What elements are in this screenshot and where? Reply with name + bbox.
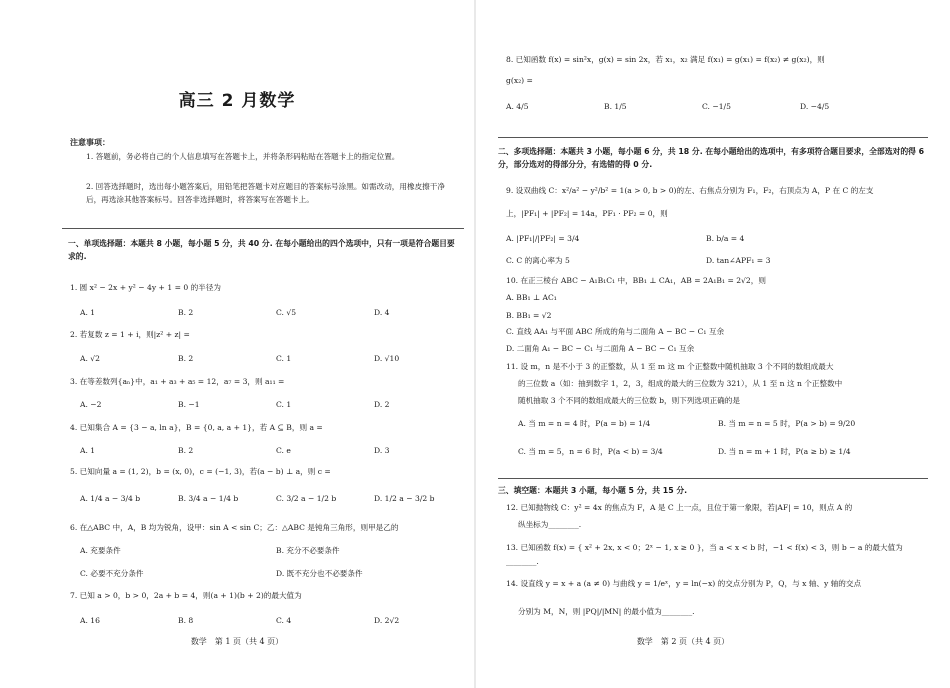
option-d: D. 3 [374,446,390,455]
question-11-options-row-2 [518,445,918,458]
question-12-cont: 纵坐标为________. [518,520,582,529]
question-11-options-row-1 [518,417,918,430]
option-d: D. tan∠APF₁ = 3 [706,256,771,265]
option-a: A. 充要条件 [80,546,121,555]
notes-title: 注意事项： [70,138,110,147]
question-1-options [80,306,472,319]
question-14: 14. 设直线 y = x + a (a ≠ 0) 与曲线 y = 1/eˣ，y = ln(−x) 的交点分别为 P，Q，与 x 轴、y 轴的交点 [506,579,862,588]
option-b: B. b/a = 4 [706,234,745,243]
question-5-options [80,492,472,505]
divider [498,478,928,479]
question-10-option-b: B. BB₁ = √2 [506,311,552,320]
option-a: A. 当 m = n = 4 时，P(a = b) = 1/4 [518,419,651,428]
option-a: A. 1 [80,446,96,455]
option-c: C. C 的离心率为 5 [506,256,570,265]
page-1 [0,0,474,688]
question-11-cont-1: 的三位数 a（如：抽到数字 1，2，3，组成的最大的三位数为 321），从 1 至 n 这 n 个正整数中 [518,379,843,388]
option-c: C. −1/5 [702,102,731,111]
option-d: D. 2 [374,400,390,409]
section-3-heading: 三、填空题：本题共 3 小题，每小题 5 分，共 15 分. [498,486,688,495]
question-14-cont: 分别为 M，N，则 |PQ|/|MN| 的最小值为________. [518,607,695,616]
option-c: C. 必要不充分条件 [80,569,144,578]
option-b: B. 2 [178,354,194,363]
option-c: C. e [276,446,291,455]
question-8: 8. 已知函数 f(x) = sin²x，g(x) = sin 2x，若 x₁，x₂ 满足 f(x₁) = g(x₁) = f(x₂) ≠ g(x₂)，则 [506,55,825,64]
option-a: A. |PF₁|/|PF₂| = 3/4 [506,234,580,243]
option-d: D. −4/5 [800,102,830,111]
note-1: 1. 答题前，务必将自己的个人信息填写在答题卡上，并将条形码粘贴在答题卡上的指定位置。 [86,152,400,161]
question-6-options-row-1 [80,544,472,557]
option-d: D. 2√2 [374,616,400,625]
question-11-cont-2: 随机抽取 3 个不同的数组成最大的三位数 b，则下列选项正确的是 [518,396,740,405]
option-c: C. 4 [276,616,292,625]
option-c: C. 当 m = 5，n = 6 时，P(a < b) = 3/4 [518,447,663,456]
question-10-option-a: A. BB₁ ⊥ AC₁ [506,293,557,302]
question-1: 1. 圆 x² − 2x + y² − 4y + 1 = 0 的半径为 [70,283,221,292]
option-a: A. −2 [80,400,102,409]
question-10-option-d: D. 二面角 A₁ − BC − C₁ 与二面角 A − BC − C₁ 互余 [506,344,695,353]
question-5: 5. 已知向量 a = (1, 2)，b = (x, 0)，c = (−1, 3)，若(a − b) ⊥ a，则 c = [70,467,331,476]
divider [498,137,928,138]
note-2: 2. 回答选择题时，选出每小题答案后，用铅笔把答题卡对应题目的答案标号涂黑。如需改动，用橡皮擦干净后，再选涂其他答案标号。回答非选择题时，将答案写在答题卡上。 [86,182,445,204]
option-c: C. 1 [276,400,292,409]
question-6-options-row-2 [80,567,472,580]
question-13: 13. 已知函数 f(x) = { x² + 2x, x < 0；2ˣ − 1, x ≥ 0 }，当 a < x < b 时，−1 < f(x) < 3，则 b − a 的最大值为________. [506,543,903,566]
question-7-options [80,614,472,627]
option-a: A. 1/4 a − 3/4 b [80,494,141,503]
question-2: 2. 若复数 z = 1 + i，则|z² + z| = [70,330,190,339]
question-7: 7. 已知 a > 0，b > 0，2a + b = 4，则(a + 1)(b + 2)的最大值为 [70,591,302,600]
option-d: D. 1/2 a − 3/2 b [374,494,435,503]
option-b: B. 充分不必要条件 [276,546,340,555]
option-b: B. 1/5 [604,102,627,111]
option-b: B. −1 [178,400,200,409]
option-d: D. 既不充分也不必要条件 [276,569,363,578]
option-d: D. 当 n = m + 1 时，P(a ≥ b) ≥ 1/4 [718,447,851,456]
question-3: 3. 在等差数列{aₙ}中，a₁ + a₃ + a₅ = 12，a₇ = 3，则 a₁₁ = [70,377,285,386]
option-d: D. 4 [374,308,390,317]
question-12: 12. 已知抛物线 C：y² = 4x 的焦点为 F，A 是 C 上一点，且位于第一象限，若|AF| = 10，则点 A 的 [506,503,853,512]
option-a: A. 1 [80,308,96,317]
page-footer: 数学 第 2 页（共 4 页） [636,637,730,646]
question-10-option-c: C. 直线 AA₁ 与平面 ABC 所成的角与二面角 A − BC − C₁ 互余 [506,327,725,336]
option-c: C. 1 [276,354,292,363]
option-d: D. √10 [374,354,400,363]
option-b: B. 3/4 a − 1/4 b [178,494,239,503]
question-6: 6. 在△ABC 中，A，B 均为锐角，设甲：sin A < sin C；乙：△ABC 是钝角三角形，则甲是乙的 [70,523,399,532]
question-10: 10. 在正三棱台 ABC − A₁B₁C₁ 中，BB₁ ⊥ CA₁，AB = 2A₁B₁ = 2√2，则 [506,276,766,285]
option-c: C. √5 [276,308,297,317]
page-footer: 数学 第 1 页（共 4 页） [190,637,284,646]
section-2-heading: 二、多项选择题：本题共 3 小题，每小题 6 分，共 18 分. 在每小题给出的选项中，有多项符合题目要求，全部选对的得 6 分，部分选对的得部分分，有选错的得 0 分. [498,147,925,169]
option-b: B. 2 [178,446,194,455]
question-3-options [80,398,472,411]
option-a: A. 16 [80,616,100,625]
question-9-cont: 上，|PF₁| + |PF₂| = 14a，PF₁ · PF₂ = 0，则 [506,209,668,218]
divider [62,228,464,229]
question-9-options-row-2 [506,254,906,267]
question-11: 11. 设 m，n 是不小于 3 的正整数，从 1 至 m 这 m 个正整数中随机抽取 3 个不同的数组成最大 [506,362,834,371]
question-2-options [80,352,472,365]
section-1-heading: 一、单项选择题：本题共 8 小题，每小题 5 分，共 40 分. 在每小题给出的四个选项中，只有一项是符合题目要求的. [68,239,455,261]
question-9: 9. 设双曲线 C：x²/a² − y²/b² = 1(a > 0, b > 0)的左、右焦点分别为 F₁，F₂，右顶点为 A，P 在 C 的左支 [506,186,874,195]
question-4-options [80,444,472,457]
question-4: 4. 已知集合 A = {3 − a, ln a}，B = {0, a, a + 1}，若 A ⊆ B，则 a = [70,423,323,432]
question-8-options [506,100,898,113]
exam-title: 高三 2 月数学 [178,91,296,111]
option-c: C. 3/2 a − 1/2 b [276,494,337,503]
question-8-cont: g(x₂) = [506,76,533,85]
question-9-options-row-1 [506,232,906,245]
page-2 [476,0,950,688]
option-b: B. 8 [178,616,194,625]
option-b: B. 当 m = n = 5 时，P(a > b) = 9/20 [718,419,856,428]
option-b: B. 2 [178,308,194,317]
option-a: A. √2 [80,354,100,363]
option-a: A. 4/5 [506,102,529,111]
